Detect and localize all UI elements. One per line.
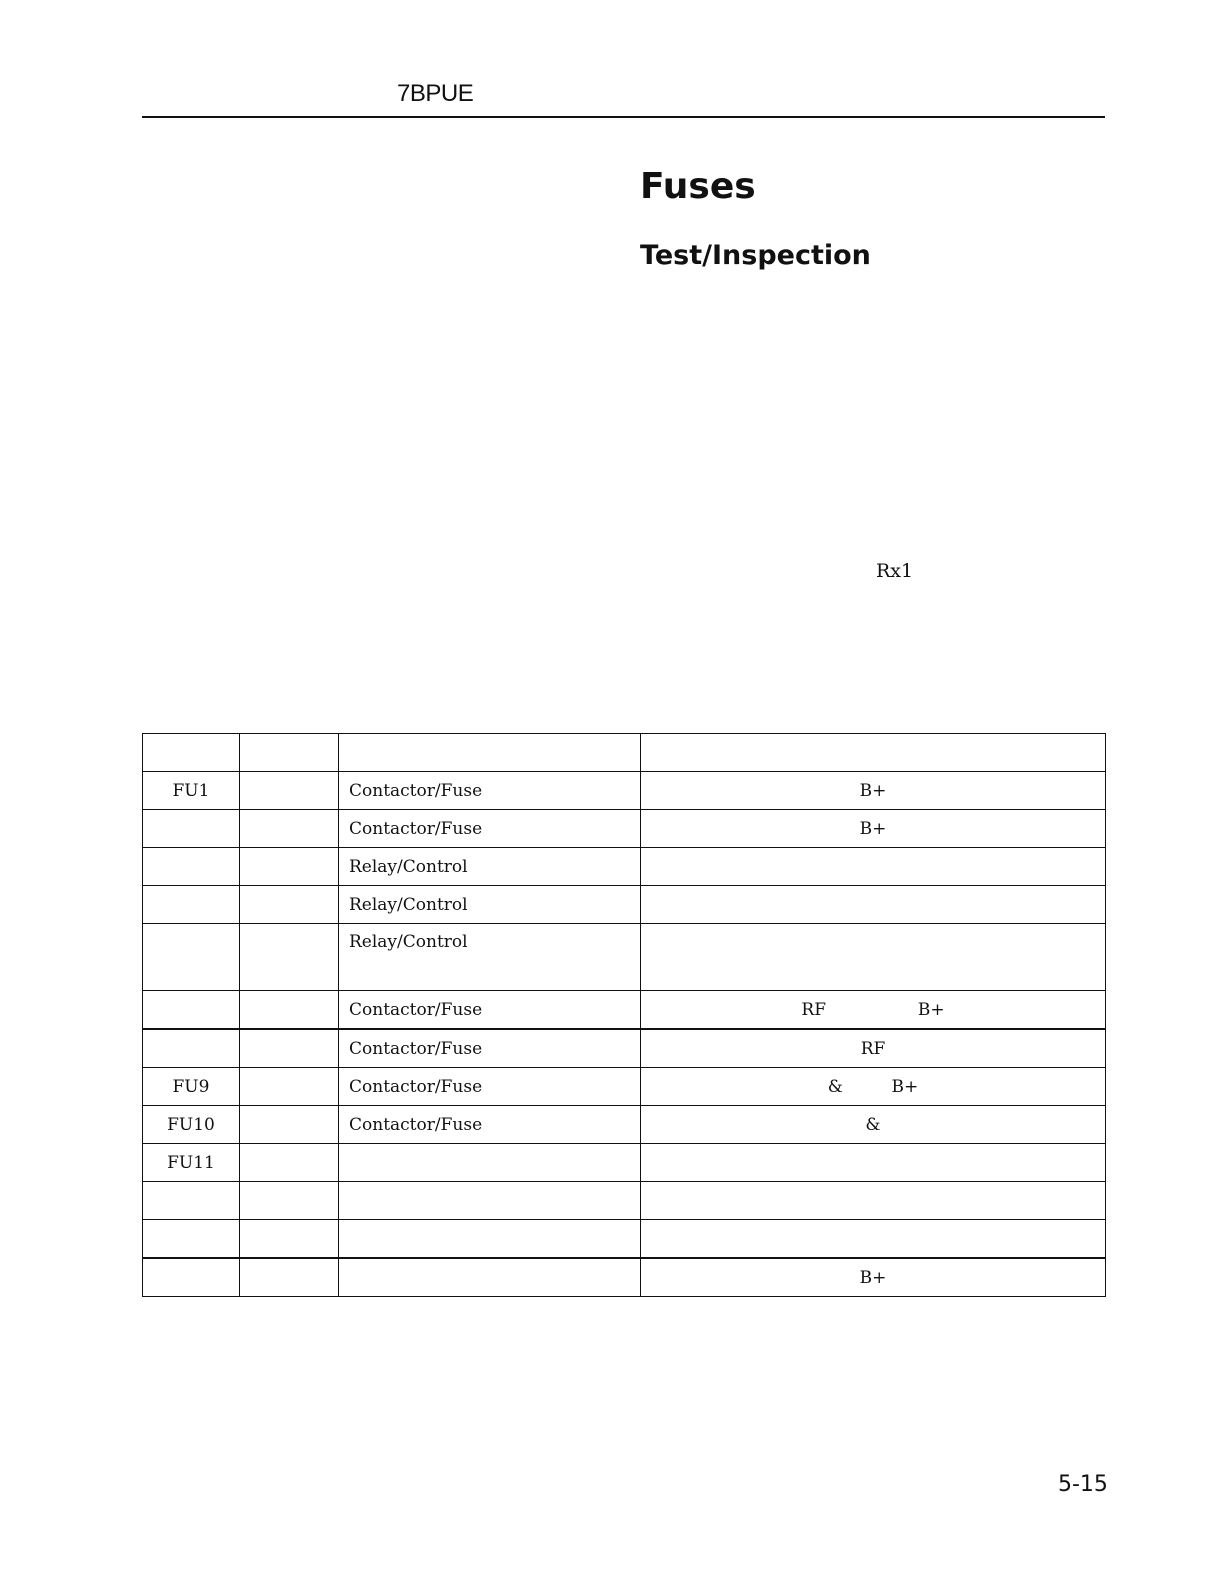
table-cell-description: B+ [641, 772, 1106, 810]
table-cell-fuse: FU11 [143, 1144, 240, 1182]
table-row [143, 1258, 1106, 1297]
table-row [143, 772, 1106, 810]
table-cell-description: B+ [641, 1258, 1106, 1297]
header-rule [142, 116, 1105, 118]
table-cell-location: Relay/Control [339, 848, 641, 886]
section-title: Fuses [640, 166, 756, 207]
table-cell-description [641, 924, 1106, 991]
table-cell-rating [240, 1220, 339, 1259]
table-cell-location: Contactor/Fuse [339, 772, 641, 810]
table-cell-description: RF [641, 1029, 1106, 1068]
table-cell-description [641, 1144, 1106, 1182]
table-row [143, 1029, 1106, 1068]
table-cell-fuse [143, 1029, 240, 1068]
table-row [143, 924, 1106, 991]
table-cell-fuse [143, 886, 240, 924]
table-cell-rating [240, 924, 339, 991]
table-row [143, 1182, 1106, 1220]
table-cell-description [641, 1220, 1106, 1259]
table-row [143, 1144, 1106, 1182]
table-cell-location [339, 1182, 641, 1220]
table-cell-description [641, 734, 1106, 772]
table-cell-location [339, 1144, 641, 1182]
header-model: 7BPUE [397, 80, 474, 107]
table-cell-description: B+ [641, 810, 1106, 848]
table-row [143, 1106, 1106, 1144]
table-row [143, 1068, 1106, 1106]
table-row [143, 810, 1106, 848]
table-cell-rating [240, 991, 339, 1030]
table-cell-location: Relay/Control [339, 886, 641, 924]
table-cell-fuse: FU1 [143, 772, 240, 810]
table-cell-location [339, 1258, 641, 1297]
fuse-table [142, 733, 1106, 1297]
table-cell-location: Contactor/Fuse [339, 1029, 641, 1068]
table-cell-fuse [143, 1258, 240, 1297]
table-cell-location: Contactor/Fuse [339, 1068, 641, 1106]
table-cell-description [641, 848, 1106, 886]
table-cell-location: Contactor/Fuse [339, 1106, 641, 1144]
table-cell-rating [240, 734, 339, 772]
table-cell-rating [240, 1144, 339, 1182]
table-cell-fuse [143, 1220, 240, 1259]
table-cell-rating [240, 1068, 339, 1106]
table-cell-description [641, 1182, 1106, 1220]
table-cell-fuse [143, 810, 240, 848]
table-row [143, 991, 1106, 1030]
table-cell-description: & B+ [641, 1068, 1106, 1106]
table-cell-description [641, 886, 1106, 924]
table-cell-rating [240, 810, 339, 848]
table-row [143, 848, 1106, 886]
table-row [143, 886, 1106, 924]
table-cell-fuse [143, 1182, 240, 1220]
table-cell-description: & [641, 1106, 1106, 1144]
table-row [143, 1220, 1106, 1259]
table-cell-rating [240, 848, 339, 886]
table-cell-location: Contactor/Fuse [339, 991, 641, 1030]
table-cell-rating [240, 772, 339, 810]
table-cell-location [339, 734, 641, 772]
table-cell-fuse: FU10 [143, 1106, 240, 1144]
table-cell-description: RF B+ [641, 991, 1106, 1030]
table-cell-fuse [143, 848, 240, 886]
table-cell-location: Contactor/Fuse [339, 810, 641, 848]
table-cell-rating [240, 886, 339, 924]
table-cell-fuse [143, 924, 240, 991]
table-cell-fuse [143, 991, 240, 1030]
table-cell-rating [240, 1258, 339, 1297]
table-cell-location [339, 1220, 641, 1259]
page-number: 5-15 [1058, 1472, 1108, 1497]
section-subtitle: Test/Inspection [640, 240, 871, 271]
table-cell-rating [240, 1182, 339, 1220]
meter-setting-text: Rx1 [876, 560, 914, 582]
table-cell-fuse [143, 734, 240, 772]
table-cell-rating [240, 1106, 339, 1144]
table-cell-location: Relay/Control [339, 924, 641, 991]
table-header-row [143, 734, 1106, 772]
table-cell-rating [240, 1029, 339, 1068]
table-cell-fuse: FU9 [143, 1068, 240, 1106]
